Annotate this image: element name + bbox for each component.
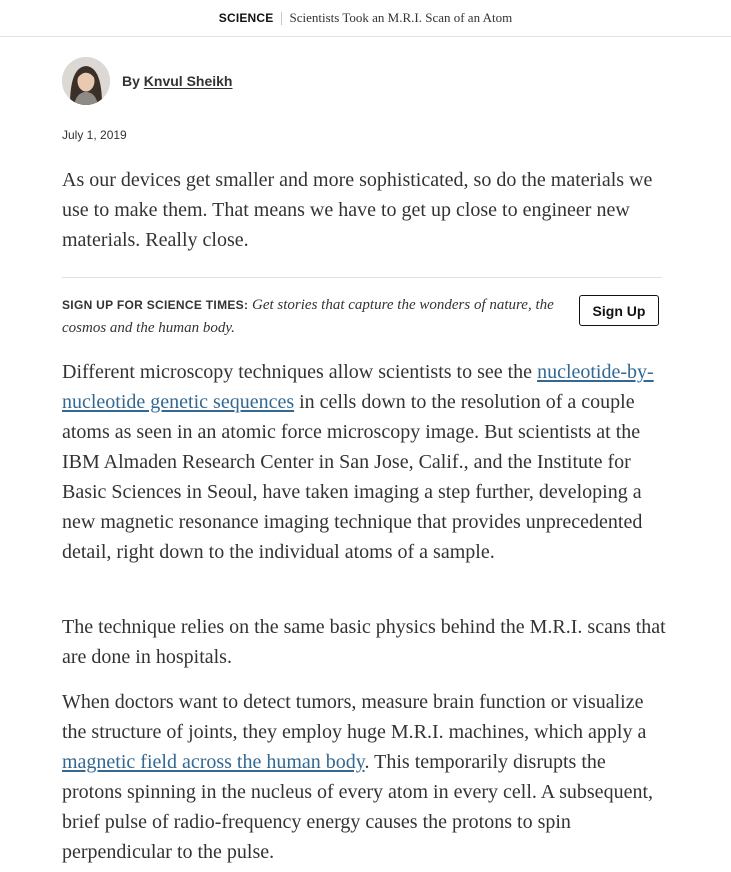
newsletter-description: Get stories that capture the wonders of nature, the cosmos and the human body. <box>62 297 554 336</box>
byline-prefix: By <box>122 73 140 89</box>
paragraph-4-text-after: . This temporarily disrupts the protons spinning in the nucleus of every atom in every cell. A subsequent, brief pulse of radio-frequency energy causes the protons to spin perpendicular to the pulse. <box>62 751 653 863</box>
author-photo-icon <box>62 57 110 105</box>
paragraph-2-text-after: in cells down to the resolution of a couple atoms as seen in an atomic force microscopy image. But scientists at the IBM Almaden Research Center in San Jose, Calif., and the Institute for Basic Sciences in Seoul, have taken imaging a step further, developing a new magnetic resonance imaging technique that provides unprecedented detail, right down to the individual atoms of a sample. <box>62 391 643 563</box>
author-link[interactable]: Knvul Sheikh <box>143 73 233 89</box>
header-headline: Scientists Took an M.R.I. Scan of an Atom <box>289 10 513 25</box>
paragraph-2-text-before: Different microscopy techniques allow scientists to see the <box>62 361 538 383</box>
header-divider <box>281 12 282 25</box>
article-paragraph-3: The technique relies on the same basic physics behind the M.R.I. scans that are done in hospitals. <box>62 616 666 668</box>
publish-date: July 1, 2019 <box>62 128 127 142</box>
article-paragraph-1: As our devices get smaller and more sophisticated, so do the materials we use to make them. That means we have to get up close to engineer new materials. Really close. <box>62 169 653 251</box>
newsletter-signup <box>62 277 662 338</box>
newsletter-label: SIGN UP FOR SCIENCE TIMES: <box>62 298 249 312</box>
author-avatar[interactable] <box>62 57 110 105</box>
byline <box>62 57 232 105</box>
paragraph-4-text-before: When doctors want to detect tumors, measure brain function or visualize the structure of joints, they employ huge M.R.I. machines, which apply a <box>62 691 647 743</box>
sign-up-button[interactable]: Sign Up <box>579 295 659 326</box>
top-bar <box>0 0 731 37</box>
newsletter-text <box>62 294 562 340</box>
article-paragraph-2 <box>62 357 667 567</box>
byline-text <box>122 73 232 89</box>
magnetic-field-link[interactable]: magnetic field across the human body <box>62 751 365 773</box>
article-paragraph-4 <box>62 687 667 867</box>
section-link[interactable]: SCIENCE <box>218 11 274 25</box>
genetic-sequences-link[interactable]: nucleotide-by-nucleotide genetic sequences <box>62 361 654 413</box>
